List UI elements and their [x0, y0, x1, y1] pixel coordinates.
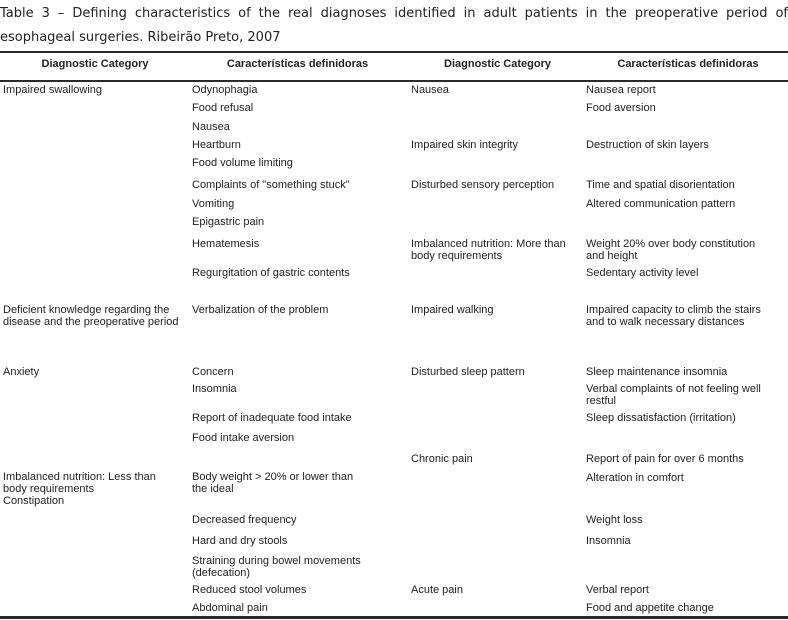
left-characteristic: Report of inadequate food intake — [192, 412, 352, 424]
left-category: Impaired swallowing — [3, 84, 103, 96]
right-characteristic: Alteration in comfort — [586, 472, 684, 484]
left-characteristic: Complaints of "something stuck" — [192, 179, 350, 191]
left-characteristic: Concern — [192, 366, 234, 378]
left-characteristic: Straining during bowel movements (defecation) — [192, 555, 361, 579]
right-category: Disturbed sensory perception — [411, 179, 555, 191]
right-characteristic: Sleep dissatisfaction (irritation) — [586, 412, 736, 424]
left-category: Imbalanced nutrition: Less than body requirements Constipation — [3, 471, 156, 507]
left-characteristic: Odynophagia — [192, 84, 258, 96]
right-characteristic: Destruction of skin layers — [586, 139, 709, 151]
right-category: Impaired skin integrity — [411, 139, 518, 151]
header-caracteristicas-2: Características definidoras — [617, 58, 759, 70]
left-characteristic: Epigastric pain — [192, 216, 265, 228]
table-top-rule — [0, 51, 788, 53]
left-characteristic: Heartburn — [192, 139, 241, 151]
right-category: Disturbed sleep pattern — [411, 366, 525, 378]
left-characteristic: Abdominal pain — [192, 602, 268, 614]
left-characteristic: Food volume limiting — [192, 157, 293, 169]
right-characteristic: Weight 20% over body constitution and height — [586, 238, 756, 262]
right-characteristic: Verbal report — [586, 584, 649, 596]
right-category: Chronic pain — [411, 453, 473, 465]
right-category: Acute pain — [411, 584, 463, 596]
right-characteristic: Verbal complaints of not feeling well restful — [586, 383, 761, 407]
right-characteristic: Time and spatial disorientation — [586, 179, 735, 191]
left-characteristic: Vomiting — [192, 198, 235, 210]
left-characteristic: Decreased frequency — [192, 514, 297, 526]
right-characteristic: Food and appetite change — [586, 602, 714, 614]
right-characteristic: Report of pain for over 6 months — [586, 453, 744, 465]
right-characteristic: Insomnia — [586, 535, 631, 547]
header-caracteristicas-1: Características definidoras — [226, 58, 369, 70]
left-characteristic: Hematemesis — [192, 238, 260, 250]
left-characteristic: Food refusal — [192, 102, 254, 114]
left-characteristic: Reduced stool volumes — [192, 584, 307, 596]
right-characteristic: Sleep maintenance insomnia — [586, 366, 728, 378]
header-diagnostic-category-2: Diagnostic Category — [444, 58, 551, 70]
right-characteristic: Impaired capacity to climb the stairs and to walk necessary distances — [586, 304, 761, 328]
left-characteristic: Insomnia — [192, 383, 237, 395]
table-caption — [0, 2, 788, 50]
right-characteristic: Sedentary activity level — [586, 267, 699, 279]
left-characteristic: Hard and dry stools — [192, 535, 288, 547]
caption-line-1: Table 3 – Defining characteristics of the real diagnoses identified in adult patients in the preoperative period of — [0, 6, 788, 21]
right-characteristic: Altered communication pattern — [586, 198, 736, 210]
table-header-rule — [0, 80, 788, 82]
header-diagnostic-category-1: Diagnostic Category — [41, 58, 149, 70]
left-characteristic: Body weight > 20% or lower than the ideal — [192, 471, 354, 495]
left-characteristic: Regurgitation of gastric contents — [192, 267, 350, 279]
right-characteristic: Weight loss — [586, 514, 643, 526]
left-category: Anxiety — [3, 366, 40, 378]
right-category: Imbalanced nutrition: More than body requirements — [411, 238, 566, 262]
left-characteristic: Verbalization of the problem — [192, 304, 329, 316]
caption-line-2: esophageal surgeries. Ribeirão Preto, 2007 — [0, 30, 281, 45]
table-bottom-rule — [0, 616, 788, 619]
left-characteristic: Nausea — [192, 121, 230, 133]
right-characteristic: Food aversion — [586, 102, 656, 114]
left-characteristic: Food intake aversion — [192, 432, 295, 444]
right-characteristic: Nausea report — [586, 84, 656, 96]
right-category: Impaired walking — [411, 304, 494, 316]
right-category: Nausea — [411, 84, 449, 96]
left-category: Deficient knowledge regarding the disease and the preoperative period — [3, 304, 179, 328]
